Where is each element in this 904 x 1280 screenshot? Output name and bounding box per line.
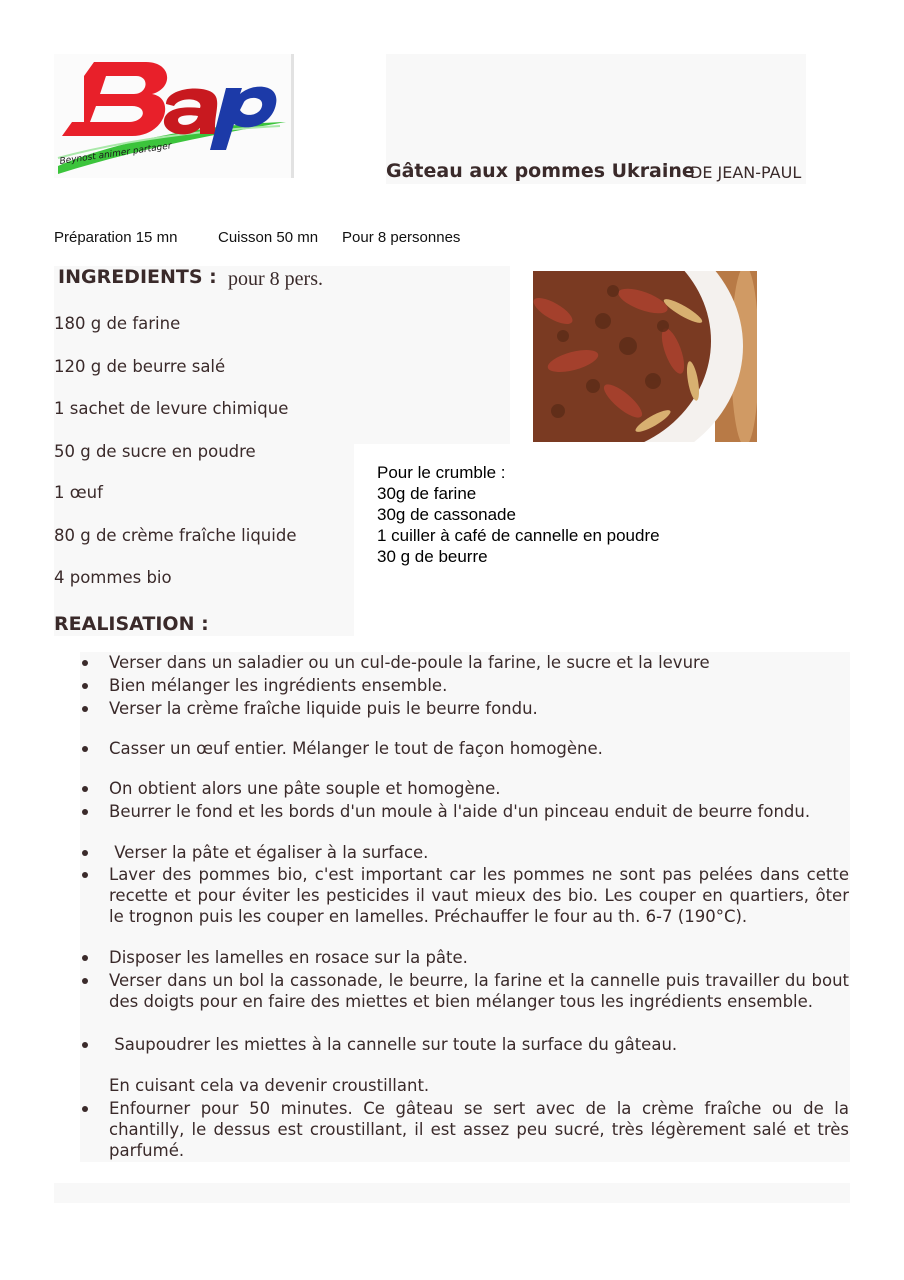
step-item: [109, 1098, 849, 1161]
ingredient-item: 120 g de beurre salé: [54, 357, 226, 376]
bullet-icon: [82, 872, 88, 878]
recipe-title: Gâteau aux pommes Ukraine: [386, 160, 695, 182]
step-item: [109, 842, 849, 863]
step-text: Verser dans un bol la cassonade, le beurre, la farine et la cannelle puis travailler du bout des doigts pour en faire des miettes et bien mélanger tous les ingrédients ensemble.: [109, 971, 849, 1011]
step-text: Verser la pâte et égaliser à la surface.: [109, 843, 429, 862]
bullet-icon: [82, 706, 88, 712]
crumble-line: Pour le crumble :: [377, 463, 506, 482]
ingredients-heading: INGREDIENTS :: [58, 266, 217, 288]
step-item: [109, 675, 849, 696]
step-text: Verser dans un saladier ou un cul-de-poule la farine, le sucre et la levure: [109, 653, 710, 672]
step-text: Bien mélanger les ingrédients ensemble.: [109, 676, 448, 695]
step-item: [109, 947, 849, 968]
bullet-icon: [82, 809, 88, 815]
crumble-line: 30 g de beurre: [377, 547, 488, 566]
bullet-icon: [82, 660, 88, 666]
preparation-time: Préparation 15 mn: [54, 229, 178, 246]
bullet-icon: [82, 978, 88, 984]
bullet-icon: [82, 1042, 88, 1048]
crumble-line: 30g de farine: [377, 484, 477, 503]
portions: Pour 8 personnes: [342, 229, 461, 246]
step-item: [109, 801, 849, 822]
bullet-icon: [82, 683, 88, 689]
step-text: Casser un œuf entier. Mélanger le tout de façon homogène.: [109, 739, 603, 758]
ingredient-item: 4 pommes bio: [54, 568, 172, 587]
ingredient-item: 50 g de sucre en poudre: [54, 442, 256, 461]
cake-photo: [533, 271, 757, 442]
ingredient-item: 1 sachet de levure chimique: [54, 399, 289, 418]
bullet-icon: [82, 850, 88, 856]
bullet-icon: [82, 746, 88, 752]
step-text: On obtient alors une pâte souple et homogène.: [109, 779, 501, 798]
step-text: Beurrer le fond et les bords d'un moule à l'aide d'un pinceau enduit de beurre fondu.: [109, 802, 811, 821]
logo-tagline: Beynost animer partager: [59, 141, 173, 167]
step-item: [109, 1034, 849, 1055]
step-note: [109, 1075, 849, 1096]
step-item: [109, 738, 849, 759]
bullet-icon: [82, 786, 88, 792]
step-text: Saupoudrer les miettes à la cannelle sur toute la surface du gâteau.: [109, 1035, 678, 1054]
crumble-line: 30g de cassonade: [377, 505, 516, 524]
ingredient-item: 1 œuf: [54, 483, 103, 502]
ingredient-item: 80 g de crème fraîche liquide: [54, 526, 297, 545]
step-item: [109, 652, 849, 673]
ingredients-portion-note: pour 8 pers.: [228, 268, 323, 290]
step-item: [109, 698, 849, 719]
recipe-author: DE JEAN-PAUL: [690, 163, 802, 182]
crumble-section: [377, 462, 660, 567]
step-text: Verser la crème fraîche liquide puis le beurre fondu.: [109, 699, 538, 718]
step-item: [109, 864, 849, 927]
bullet-icon: [82, 1106, 88, 1112]
step-text: Enfourner pour 50 minutes. Ce gâteau se sert avec de la crème fraîche ou de la chantilly, le dessus est croustillant, il est assez peu sucré, très légèrement salé et très parfumé.: [109, 1099, 849, 1160]
logo: [54, 54, 294, 178]
ingredient-item: 180 g de farine: [54, 314, 181, 333]
step-item: [109, 970, 849, 1012]
step-text: Disposer les lamelles en rosace sur la pâte.: [109, 948, 468, 967]
footer-bar: [54, 1183, 850, 1203]
realisation-heading: REALISATION :: [54, 613, 209, 635]
step-text: Laver des pommes bio, c'est important car les pommes ne sont pas pelées dans cette recette et pour éviter les pesticides il vaut mieux des bio. Les couper en quartiers, ôter le trognon puis les couper en lamelles. Préchauffer le four au th. 6-7 (190°C).: [109, 865, 849, 926]
logo-graphic: [54, 54, 290, 178]
step-item: [109, 778, 849, 799]
step-text: En cuisant cela va devenir croustillant.: [109, 1076, 430, 1095]
crumble-line: 1 cuiller à café de cannelle en poudre: [377, 526, 660, 545]
bullet-icon: [82, 955, 88, 961]
ingredients-background-extension: [354, 266, 510, 444]
cooking-time: Cuisson 50 mn: [218, 229, 319, 246]
